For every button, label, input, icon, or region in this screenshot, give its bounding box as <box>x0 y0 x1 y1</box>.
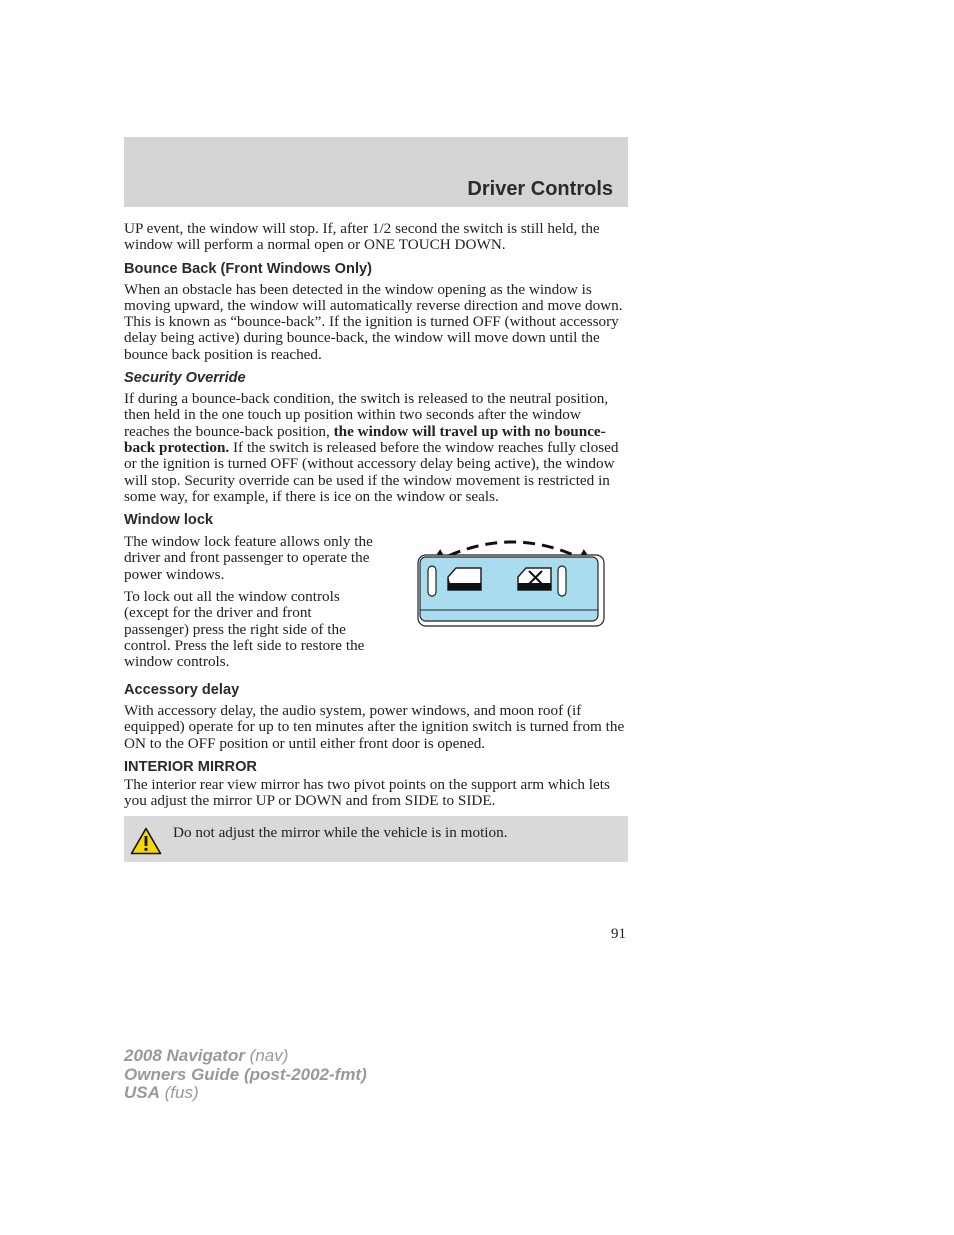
main-content <box>124 221 628 862</box>
accessory-delay-paragraph: With accessory delay, the audio system, power windows, and moon roof (if equipped) operate for up to ten minutes after the ignition switch is turned from the ON to the OFF position or until either front door is opened. <box>124 702 625 752</box>
interior-mirror-heading: INTERIOR MIRROR <box>124 759 257 776</box>
security-override-heading: Security Override <box>124 370 246 387</box>
security-text-1: If during a bounce-back condition, the switch is released to the neutral position, then held in the one touch up position within two seconds after the window reaches the bounce-back position, <box>124 390 609 440</box>
warning-box <box>124 816 628 862</box>
warning-text: Do not adjust the mirror while the vehicle is in motion. <box>173 823 508 841</box>
window-lock-switch-icon <box>416 540 608 644</box>
bounce-back-paragraph: When an obstacle has been detected in the window opening as the window is moving upward, the window will automatically reverse direction and move down. This is known as “bounce-back”. If the ignition is turned OFF (without accessory delay being active) during bounce-back, the window will move down until the bounce back position is reached. <box>124 280 623 363</box>
security-override-paragraph <box>124 391 628 505</box>
window-lock-section <box>124 534 628 681</box>
footer-model: 2008 Navigator <box>124 1046 245 1065</box>
header-band <box>124 137 628 207</box>
window-lock-paragraph-2: To lock out all the window controls (except for the driver and front passenger) press the right side of the control. Press the left side to restore the window controls. <box>124 588 365 671</box>
intro-paragraph: UP event, the window will stop. If, after 1/2 second the switch is still held, the window will perform a normal open or ONE TOUCH DOWN. <box>124 220 600 254</box>
bounce-back-heading: Bounce Back (Front Windows Only) <box>124 260 372 277</box>
accessory-delay-heading: Accessory delay <box>124 682 240 699</box>
window-lock-heading: Window lock <box>124 512 214 529</box>
window-lock-paragraph-1: The window lock feature allows only the driver and front passenger to operate the power windows. <box>124 533 373 583</box>
warning-triangle-icon <box>130 827 162 855</box>
security-text-bold: the window will travel up with no bounce-back protection. <box>124 422 606 456</box>
document-footer <box>124 1047 367 1103</box>
footer-model-code: (nav) <box>244 1046 289 1065</box>
security-text-2: If the switch is released before the window reaches fully closed or the ignition is turned OFF (without accessory delay being active), the window will stop. Security override can be used if the window movement is restricted in some way, for example, if there is ice on the window or seals. <box>124 438 619 505</box>
page-title: Driver Controls <box>467 178 613 200</box>
interior-mirror-paragraph: The interior rear view mirror has two pivot points on the support arm which lets you adjust the mirror UP or DOWN and from SIDE to SIDE. <box>124 776 610 810</box>
footer-market: USA <box>124 1083 160 1102</box>
footer-guide: Owners Guide (post-2002-fmt) <box>124 1064 367 1084</box>
page-number: 91 <box>611 926 626 942</box>
footer-market-code: (fus) <box>159 1083 199 1102</box>
